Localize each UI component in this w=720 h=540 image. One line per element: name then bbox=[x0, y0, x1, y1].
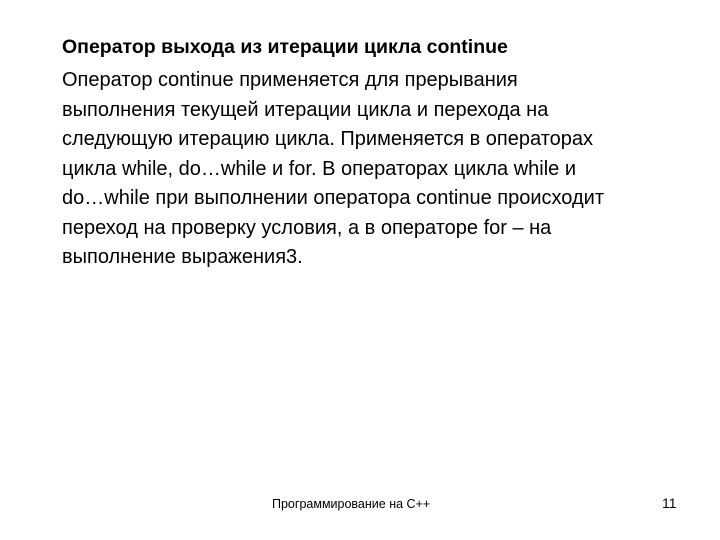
page-number: 11 bbox=[662, 495, 677, 511]
body-line: do…while при выполнении оператора continue происходит bbox=[62, 187, 604, 209]
body-line: переход на проверку условия, а в операторе for – на bbox=[62, 216, 552, 239]
body-line: цикла while, do…while и for. В операторах цикла while и bbox=[62, 157, 576, 180]
body-line: Оператор continue применяется для прерывания bbox=[62, 69, 518, 91]
body-line: следующую итерацию цикла. Применяется в операторах bbox=[62, 128, 593, 150]
slide-body bbox=[62, 66, 717, 273]
body-line: выполнения текущей итерации цикла и перехода на bbox=[62, 98, 549, 121]
body-line: выполнение выражения3. bbox=[62, 246, 303, 268]
footer-text: Программирование на С++ bbox=[272, 497, 431, 511]
slide-title: Оператор выхода из итерации цикла continue bbox=[62, 36, 508, 58]
